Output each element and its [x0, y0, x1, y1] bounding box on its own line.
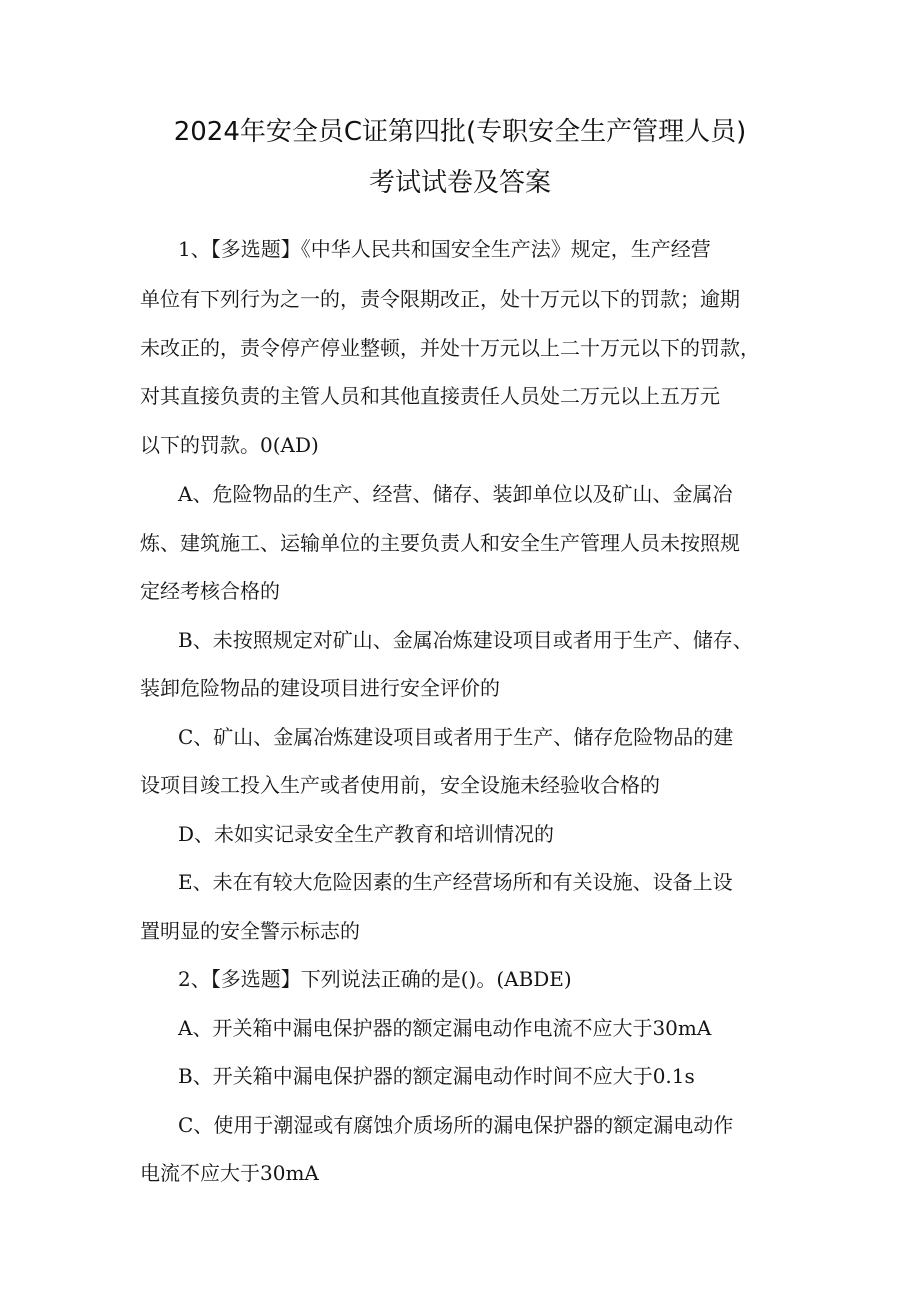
option-c: C、使用于潮湿或有腐蚀介质场所的漏电保护器的额定漏电动作	[178, 1113, 734, 1137]
document-title-line-2: 考试试卷及答案	[368, 168, 551, 198]
option-a: A、危险物品的生产、经营、储存、装卸单位以及矿山、金属冶	[178, 482, 733, 506]
option-b: B、未按照规定对矿山、金属冶炼建设项目或者用于生产、储存、	[178, 628, 753, 652]
option-d: D、未如实记录安全生产教育和培训情况的	[178, 822, 555, 846]
option-a: A、开关箱中漏电保护器的额定漏电动作电流不应大于30mA	[178, 1016, 712, 1040]
option-e: 置明显的安全警示标志的	[140, 919, 360, 943]
question-1-text: 未改正的，责令停产停业整顿，并处十万元以上二十万元以下的罚款，	[140, 336, 760, 360]
question-2-text: 2、【多选题】下列说法正确的是()。(ABDE)	[178, 967, 572, 991]
option-a: 炼、建筑施工、运输单位的主要负责人和安全生产管理人员未按照规	[140, 531, 740, 555]
document-title-line-1: 2024年安全员C证第四批(专职安全生产管理人员)	[173, 117, 747, 147]
question-1-answer: 以下的罚款。0(AD)	[140, 433, 319, 457]
question-1-text: 对其直接负责的主管人员和其他直接责任人员处二万元以上五万元	[140, 384, 720, 408]
option-c: 设项目竣工投入生产或者使用前，安全设施未经验收合格的	[140, 773, 660, 797]
option-e: E、未在有较大危险因素的生产经营场所和有关设施、设备上设	[178, 870, 733, 894]
option-c: 电流不应大于30mA	[140, 1161, 319, 1185]
option-b: B、开关箱中漏电保护器的额定漏电动作时间不应大于0.1s	[178, 1064, 695, 1088]
question-1-text: 单位有下列行为之一的，责令限期改正，处十万元以下的罚款；逾期	[140, 287, 740, 311]
option-c: C、矿山、金属冶炼建设项目或者用于生产、储存危险物品的建	[178, 725, 734, 749]
question-1-text: 1、【多选题】《中华人民共和国安全生产法》规定，生产经营	[178, 237, 711, 261]
option-b: 装卸危险物品的建设项目进行安全评价的	[140, 676, 500, 700]
option-a: 定经考核合格的	[140, 579, 280, 603]
